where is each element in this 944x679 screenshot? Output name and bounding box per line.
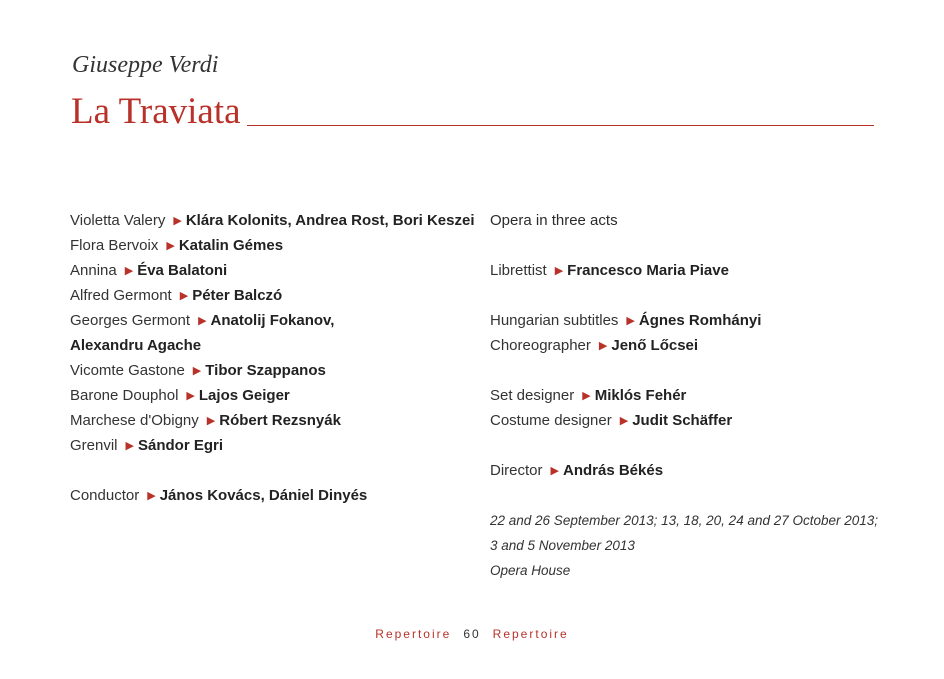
- performer-names: Anatolij Fokanov,: [210, 312, 335, 329]
- role-label: Conductor: [70, 487, 140, 504]
- arrow-icon: ▶: [179, 290, 189, 302]
- arrow-icon: ▶: [598, 340, 608, 352]
- performer-names: Éva Balatoni: [137, 262, 228, 279]
- title-row: [71, 90, 874, 134]
- role-label: Violetta Valery: [70, 212, 166, 229]
- arrow-icon: ▶: [619, 415, 629, 427]
- arrow-icon: ▶: [626, 315, 635, 327]
- title-rule: [247, 125, 874, 126]
- role-label: Librettist: [490, 262, 547, 279]
- role-label: Marchese d'Obigny: [70, 412, 199, 429]
- arrow-icon: ▶: [550, 465, 559, 477]
- arrow-icon: ▶: [582, 390, 591, 402]
- role-label: Alfred Germont: [70, 287, 172, 304]
- credit-row: [490, 308, 910, 333]
- arrow-icon: ▶: [198, 315, 207, 327]
- credit-names: Miklós Fehér: [594, 387, 687, 404]
- performer-names: Alexandru Agache: [70, 337, 202, 354]
- role-label: Grenvil: [70, 437, 118, 454]
- spacer: [70, 458, 470, 483]
- production-column: [490, 208, 910, 583]
- credit-row: [490, 258, 910, 283]
- venue: Opera House: [490, 563, 571, 578]
- role-label: Georges Germont: [70, 312, 191, 329]
- credit-names: Judit Schäffer: [632, 412, 733, 429]
- page-title: La Traviata: [71, 91, 241, 132]
- arrow-icon: ▶: [173, 215, 182, 227]
- opera-subtitle: Opera in three acts: [490, 212, 618, 229]
- performer-names: Tibor Szappanos: [205, 362, 326, 379]
- credit-row: [490, 458, 910, 483]
- role-label: Choreographer: [490, 337, 591, 354]
- spacer: [490, 358, 910, 383]
- performer-names: Katalin Gémes: [178, 237, 284, 254]
- cast-row: [70, 233, 470, 258]
- spacer: [490, 283, 910, 308]
- performer-names: Sándor Egri: [137, 437, 223, 454]
- performance-dates-cont: 3 and 5 November 2013: [490, 538, 635, 553]
- cast-row: [70, 308, 470, 333]
- role-label: Costume designer: [490, 412, 612, 429]
- cast-row: [70, 358, 470, 383]
- arrow-icon: ▶: [147, 490, 156, 502]
- cast-row: [70, 208, 475, 233]
- cast-row: [70, 258, 470, 283]
- arrow-icon: ▶: [206, 415, 216, 427]
- performer-names: Péter Balczó: [192, 287, 283, 304]
- credit-names: Ágnes Romhányi: [638, 312, 762, 329]
- role-label: Vicomte Gastone: [70, 362, 185, 379]
- spacer: [490, 483, 910, 508]
- performer-names: Róbert Rezsnyák: [219, 412, 341, 429]
- page-footer: [0, 627, 944, 641]
- spacer: [490, 433, 910, 458]
- spacer: [490, 233, 910, 258]
- performer-names: János Kovács, Dániel Dinyés: [159, 487, 368, 504]
- footer-section-left: Repertoire: [375, 627, 452, 641]
- cast-row: [70, 433, 470, 458]
- cast-row-continued: [70, 333, 470, 358]
- arrow-icon: ▶: [192, 365, 202, 377]
- arrow-icon: ▶: [125, 440, 134, 452]
- conductor-row: [70, 483, 470, 508]
- arrow-icon: ▶: [554, 265, 564, 277]
- credit-names: Jenő Lőcsei: [611, 337, 699, 354]
- cast-row: [70, 408, 470, 433]
- arrow-icon: ▶: [124, 265, 134, 277]
- credit-names: Francesco Maria Piave: [567, 262, 729, 279]
- role-label: Hungarian subtitles: [490, 312, 619, 329]
- role-label: Director: [490, 462, 543, 479]
- credit-names: András Békés: [562, 462, 664, 479]
- performer-names: Lajos Geiger: [198, 387, 290, 404]
- arrow-icon: ▶: [186, 390, 195, 402]
- footer-section-right: Repertoire: [492, 627, 569, 641]
- performer-names: Klára Kolonits, Andrea Rost, Bori Keszei: [185, 212, 475, 229]
- arrow-icon: ▶: [166, 240, 175, 252]
- cast-row: [70, 283, 470, 308]
- cast-column: [70, 208, 475, 508]
- page-number: 60: [463, 627, 481, 641]
- performance-dates: 22 and 26 September 2013; 13, 18, 20, 24 and 27 October 2013;: [490, 513, 879, 528]
- role-label: Set designer: [490, 387, 575, 404]
- role-label: Annina: [70, 262, 117, 279]
- role-label: Barone Douphol: [70, 387, 179, 404]
- credit-row: [490, 408, 910, 433]
- credit-row: [490, 383, 910, 408]
- cast-row: [70, 383, 470, 408]
- role-label: Flora Bervoix: [70, 237, 159, 254]
- credit-row: [490, 333, 910, 358]
- composer-name: Giuseppe Verdi: [72, 52, 219, 78]
